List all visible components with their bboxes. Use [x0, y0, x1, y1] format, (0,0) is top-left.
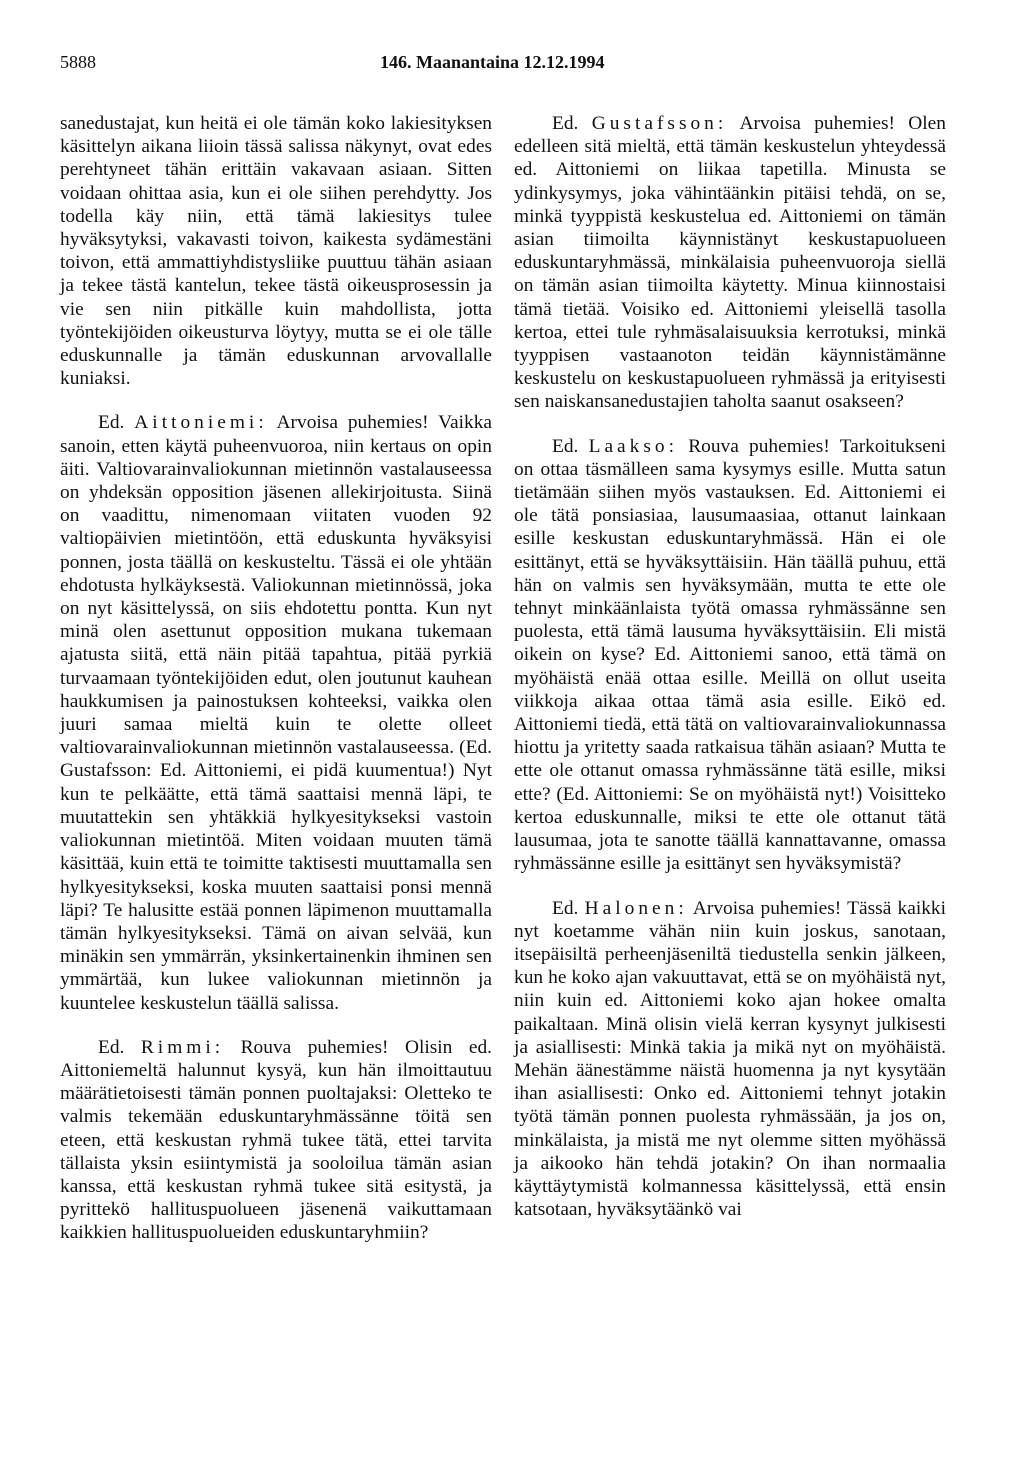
speech-rimmi [60, 1036, 492, 1245]
speech-text: Arvoisa puhemies! Tässä kaikki nyt koetamme vähän niin kuin joskus, sanotaan, itsepäisiltä perheenjäseniltä tiedustella senkin jälkeen, kun he koko ajan vakuuttavat, että se on myöhäistä nyt, niin kuin ed. Aittoniemi koko ajan hokee omalta paikaltaan. Minä olisin vielä kerran kysynyt julkisesti ja asiallisesti: Minkä takia ja mikä nyt on myöhäistä. Mehän äänestämme näistä huomenna ja nyt kysytään ihan asiallisesti: Onko ed. Aittoniemi tehnyt jotakin työtä tämän ponnen puolesta ryhmässään, ja jos on, minkälaista, ja mistä me nyt olemme sitten myöhässä ja aikooko hän tehdä jotakin? On ihan normaalia käyttäytymistä kolmannessa käsittelyssä, että ensin katsotaan, hyväksytäänkö vai [514, 897, 946, 1221]
speaker-name: Rimmi: [140, 1036, 225, 1058]
speaker-prefix: Ed. [552, 113, 579, 134]
speech-text: Rouva puhemies! Olisin ed. Aittoniemeltä halunnut kysyä, kun hän ilmoittautuu määrätietoisesti tämän ponnen puoltajaksi: Oletteko te valmis tekemään eduskuntaryhmässänne töitä sen eteen, että keskustan ryhmä tukee tätä, ettei tarvita tällaista yksin esiintymistä ja sooloilua tämän asian kanssa, että keskustan ryhmä tukee sitä esitystä, ja pyrittekö hallituspuolueen jäsenenä vaikuttamaan kaikkien hallituspuolueiden eduskuntaryhmiin? [60, 1036, 492, 1244]
speech-gustafsson [514, 112, 946, 414]
paragraph: sanedustajat, kun heitä ei ole tämän koko lakiesityksen käsittelyn aikana liioin tässä salissa näkynyt, ovat edes perehtyneet tähän erittäin vakavaan asiaan. Sitten voidaan ohittaa asia, kun ei ole siihen perehdytty. Jos todella käy niin, että tämä lakiesitys tulee hyväksytyksi, vakavasti toivon, kaikesta sydämestäni toivon, että ammattiyhdistysliike puuttuu tähän asiaan ja tekee tästä kantelun, tekee tästä oikeusprosessin ja vie sen niin pitkälle kuin mahdollista, jotta työntekijöiden oikeusturva löytyy, mutta se ei ole tälle eduskunnalle ja tämän eduskunnan arvovallalle kuniaksi. [60, 113, 492, 390]
left-column [60, 112, 492, 1245]
speech-text: Rouva puhemies! Tarkoitukseni on ottaa täsmälleen sama kysymys esille. Mutta satun tietämään siihen myös vastauksen. Ed. Aittoniemi ei ole tätä ponsiasiaa, lausumaasiaa, ottanut lainkaan esille keskustan eduskuntaryhmässä. Hän ei ole esittänyt, että se hyväksyttäisiin. Hän täällä puhuu, että hän on valmis sen hyväksymään, mutta te ette ole tehnyt minkäänlaista työtä omassa ryhmässänne sen puolesta, että tämä lausuma hyväksyttäisiin. Eli mistä oikein on kyse? Ed. Aittoniemi sanoo, että tämä on myöhäistä enää ottaa esille. Meillä on ollut useita viikkoja aikaa ottaa tämä asia esille. Eikö ed. Aittoniemi tiedä, että tätä on valtiovarainvaliokunnassa hiottu ja yritetty saada ratkaisua tähän asiaan? Mutta te ette ole ottanut omassa ryhmässänne tätä esille, miksi ette? (Ed. Aittoniemi: Se on myöhäistä nyt!) Voisitteko kertoa eduskunnalle, miksi te ette ole ottanut tätä lausumaa, jota te sanotte täällä kannattavanne, omassa ryhmässänne esille ja esittänyt sen hyväksymistä? [514, 435, 946, 875]
speaker-name: Gustafsson: [591, 113, 728, 134]
speech-aittoniemi [60, 411, 492, 1014]
speaker-prefix: Ed. [552, 897, 579, 919]
page-header [60, 52, 964, 82]
speaker-name: Halonen: [584, 897, 688, 919]
speaker-prefix: Ed. [552, 435, 579, 457]
speaker-prefix: Ed. [98, 412, 125, 434]
page-number: 5888 [60, 52, 96, 72]
right-column [514, 112, 946, 1221]
speaker-prefix: Ed. [98, 1036, 125, 1058]
speech-text: Arvoisa puhemies! Olen edelleen sitä mieltä, että tämän keskustelun yhteydessä ed. Aittoniemi on liikaa tapetilla. Minusta se ydinkysymys, joka vähintäänkin pitäisi tehdä, on se, minkä tyyppistä keskustelua ed. Aittoniemi on tämän asian tiimoilta käynnistänyt keskustapuolueen eduskuntaryhmässä, minkälaisia puheenvuoroja siellä on tämän asian tiimoilta käytetty. Minua kiinnostaisi tämä tietää. Voisiko ed. Aittoniemi yleisellä tasolla kertoa, ettei tule ryhmäsalaisuuksia kerrotuksi, minkä tyyppisen vastaanoton teidän käynnistämänne keskustelu on keskustapuolueen ryhmässä ja erityisesti sen naiskansanedustajien taholta saanut osakseen? [514, 113, 946, 413]
speech-laakso [514, 435, 946, 876]
running-title: 146. Maanantaina 12.12.1994 [380, 52, 605, 72]
speech-text: Arvoisa puhemies! Vaikka sanoin, etten käytä puheenvuoroa, niin kertaus on opin äiti. Valtiovarainvaliokunnan mietinnön vastalauseessa on yhdeksän opposition jäsenen allekirjoitusta. Siinä on vaadittu, nimenomaan viitaten vuoden 92 valtiopäivien mietintöön, että eduskunta hyväksyisi ponnen, josta täällä on keskusteltu. Tässä ei ole yhtään ehdotusta hylkäyksestä. Valiokunnan mietinnössä, joka on nyt käsittelyssä, on siis ehdotettu pontta. Kun nyt minä olen asettunut opposition mukana tukemaan ajatusta siitä, että näin pitää tapahtua, pitää pyrkiä turvaamaan työntekijöiden edut, olen joutunut kauhean haukkumisen ja painostuksen kohteeksi, vaikka olen juuri samaa mieltä kuin te olette olleet valtiovarainvaliokunnan mietinnön vastalauseessa. (Ed. Gustafsson: Ed. Aittoniemi, ei pidä kuumentua!) Nyt kun te pelkäätte, että tämä saattaisi mennä läpi, te muutattekin sen yhtäkkiä hylkyesitykseksi vastoin valiokunnan mietintöä. Miten voidaan muuten tämä käsittää, kuin että te toimitte taktisesti muuttamalla sen hylkyesitykseksi, koska muuten saattaisi ponsi mennä läpi? Te halusitte estää ponnen läpimenon muuttamalla tämän hylkyesitykseksi. Tämä on aivan selvää, kun minäkin sen ymmärrän, yksinkertainenkin ihminen sen ymmärtää, kun lukee valiokunnan mietinnön ja kuuntelee keskustelun täällä salissa. [60, 412, 492, 1014]
speech-halonen [514, 897, 946, 1222]
speaker-name: Aittoniemi: [134, 412, 268, 434]
speaker-name: Laakso: [588, 435, 678, 457]
